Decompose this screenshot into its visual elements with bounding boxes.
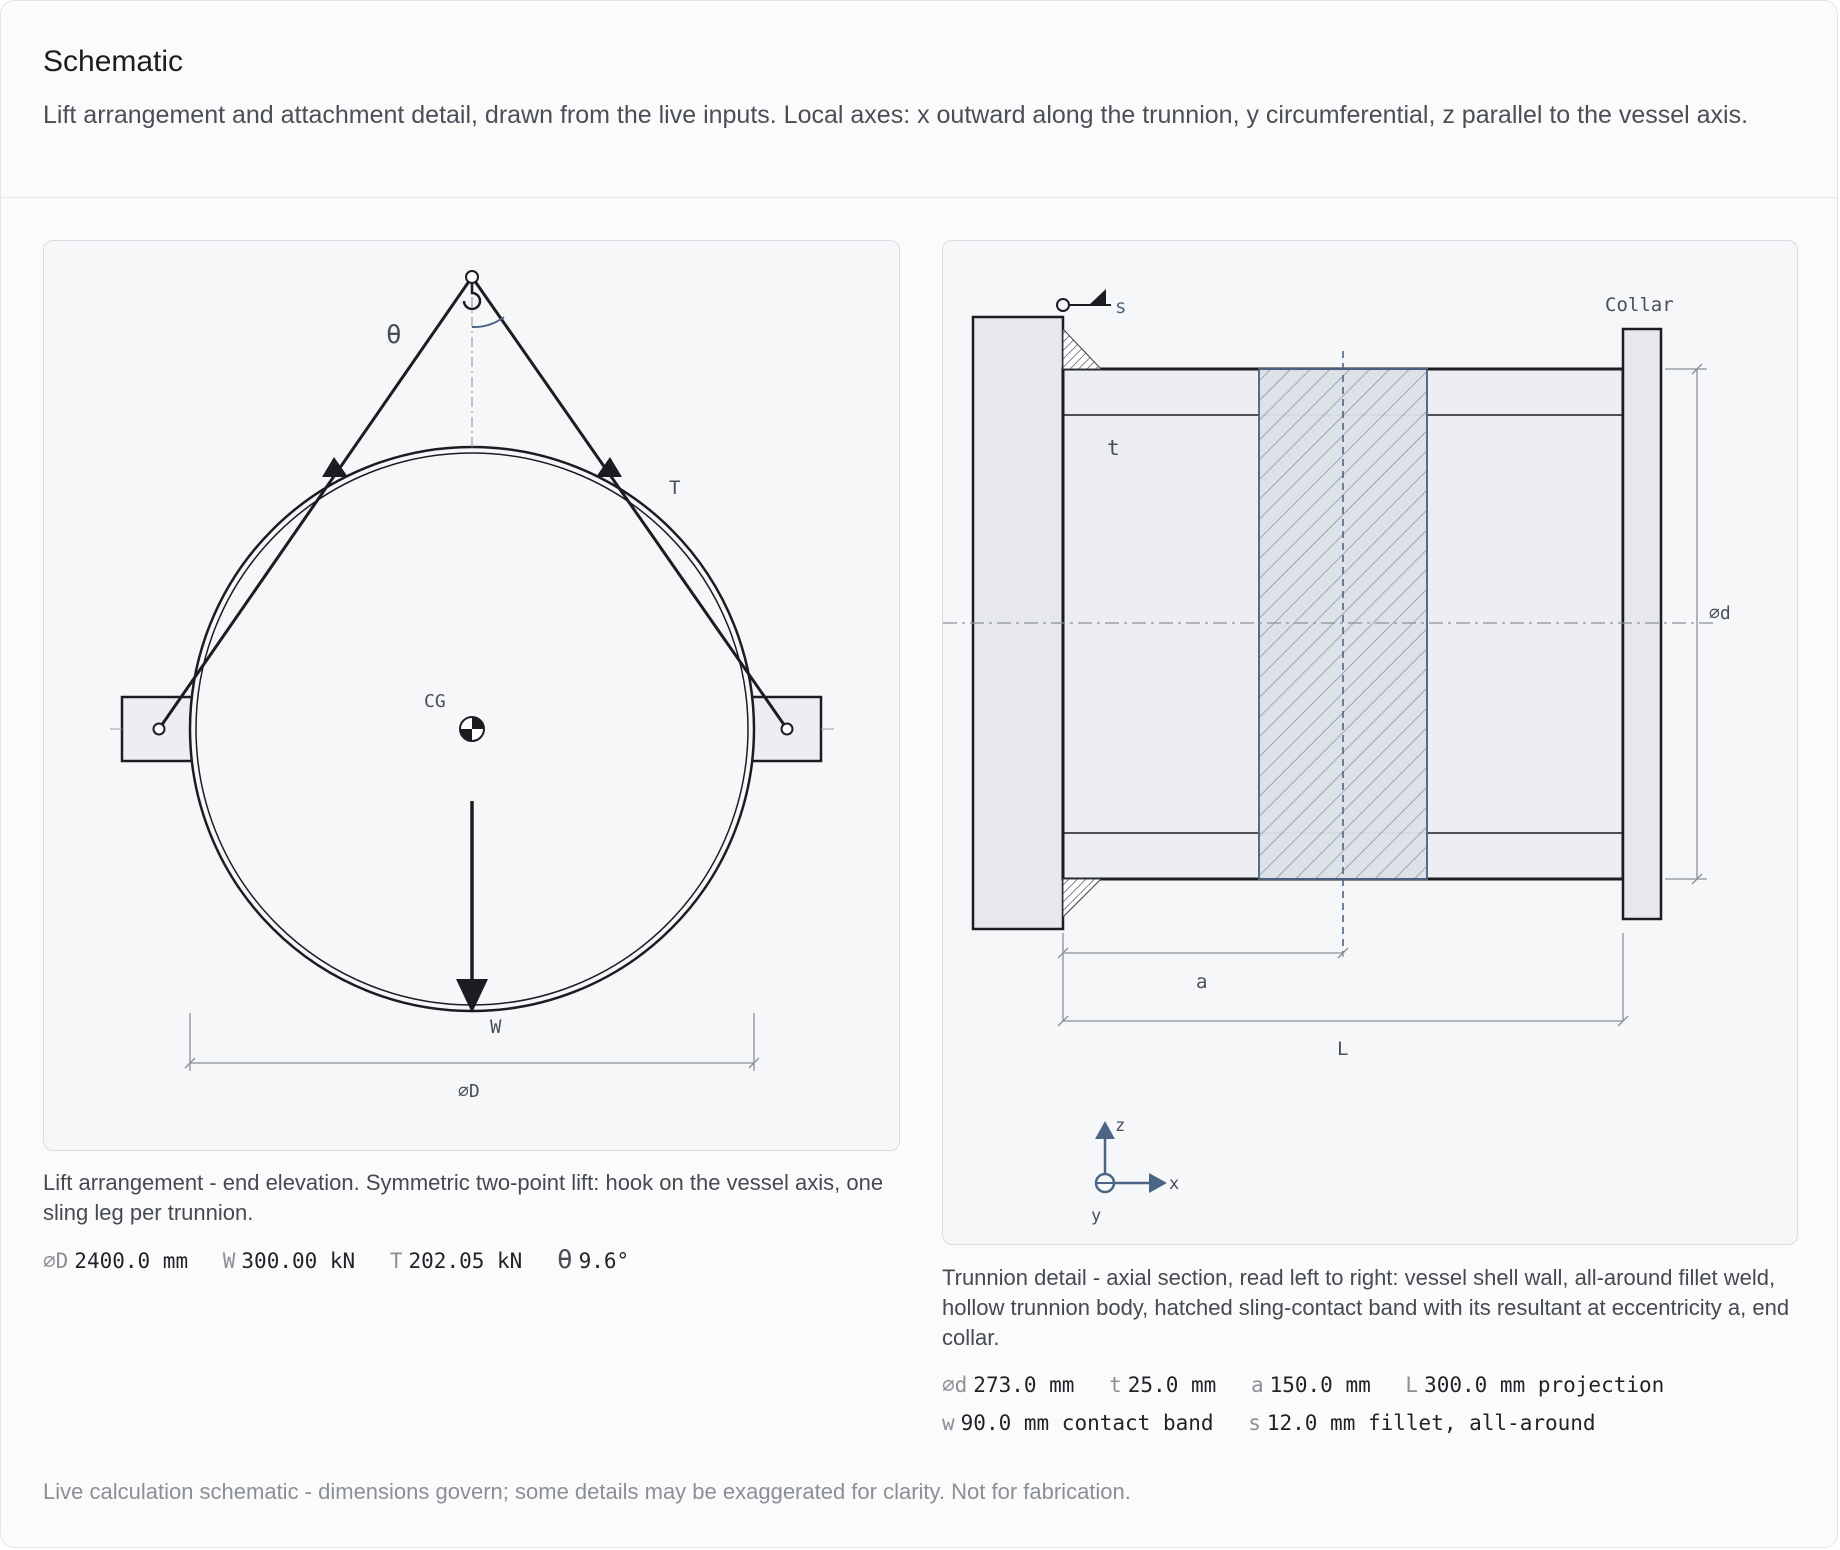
outer-diameter-value: 273.0 mm (973, 1373, 1075, 1397)
axis-z-label: z (1115, 1116, 1126, 1136)
length-label: L (1337, 1038, 1349, 1060)
sling-pin-left (154, 724, 165, 735)
weld-label: s (1115, 296, 1127, 318)
trunnion-readouts-row2: w 90.0 mm contact band s 12.0 mm fillet, all-around (942, 1411, 1596, 1435)
diameter-label: ⌀D (458, 1081, 480, 1102)
theta-value: 9.6° (578, 1249, 630, 1273)
weld-size-value: 12.0 mm fillet, all-around (1266, 1411, 1596, 1435)
lift-arrangement-panel (43, 240, 900, 1151)
trunnion-readouts-row1: ⌀d 273.0 mm t 25.0 mm a 150.0 mm L 300.0 mm projection (942, 1373, 1665, 1397)
card-header (1, 1, 1837, 198)
fillet-weld-bottom (1063, 879, 1101, 917)
collar-label: Collar (1605, 294, 1674, 316)
theta-label: θ (386, 320, 402, 350)
lift-arrangement-drawing (44, 241, 900, 1151)
length-dimension (1058, 933, 1628, 1026)
weld-symbol-icon (1057, 289, 1111, 311)
hook-icon (466, 271, 478, 283)
weight-value: 300.00 kN (241, 1249, 356, 1273)
page-title: Schematic (43, 45, 184, 78)
weight-label: W (490, 1016, 502, 1038)
lift-readouts: ⌀D 2400.0 mm W 300.00 kN T 202.05 kN θ 9.6° (43, 1245, 630, 1275)
lift-caption: Lift arrangement - end elevation. Symmetric two-point lift: hook on the vessel axis, one sling leg per trunnion. (43, 1170, 884, 1225)
cg-symbol-icon (460, 717, 484, 741)
sling-pin-right (782, 724, 793, 735)
tension-value: 202.05 kN (408, 1249, 523, 1273)
eccentricity-label: a (1196, 971, 1208, 993)
length-value: 300.0 mm projection (1424, 1373, 1665, 1397)
outer-diameter-label: ⌀d (1709, 603, 1731, 624)
band-width-value: 90.0 mm contact band (960, 1411, 1214, 1435)
thickness-value: 25.0 mm (1127, 1373, 1217, 1397)
axis-y-label: y (1091, 1206, 1102, 1226)
axis-x-label: x (1169, 1174, 1180, 1194)
sling-contact-band (1259, 369, 1427, 879)
tension-label: T (669, 477, 681, 499)
end-collar (1623, 329, 1661, 919)
trunnion-caption: Trunnion detail - axial section, read left to right: vessel shell wall, all-around fillet weld, hollow trunnion body, hatched sling-contact band with its resultant at eccentricity a, end collar. (942, 1265, 1790, 1350)
outer-diameter-dimension (1665, 364, 1707, 884)
trunnion-detail-drawing (943, 241, 1798, 1245)
trunnion-detail-panel (942, 240, 1798, 1245)
page-subtitle: Lift arrangement and attachment detail, drawn from the live inputs. Local axes: x outward along the trunnion, y circumferential, z parallel to the vessel axis. (43, 101, 1749, 129)
axis-triad-icon (1095, 1121, 1167, 1193)
fillet-weld-top (1063, 329, 1101, 369)
eccentricity-value: 150.0 mm (1269, 1373, 1371, 1397)
thickness-label: t (1107, 436, 1120, 460)
cg-label: CG (424, 691, 446, 712)
diameter-dimension (185, 1013, 759, 1071)
footer-note: Live calculation schematic - dimensions govern; some details may be exaggerated for clarity. Not for fabrication. (43, 1479, 1131, 1504)
diameter-value: 2400.0 mm (74, 1249, 189, 1273)
